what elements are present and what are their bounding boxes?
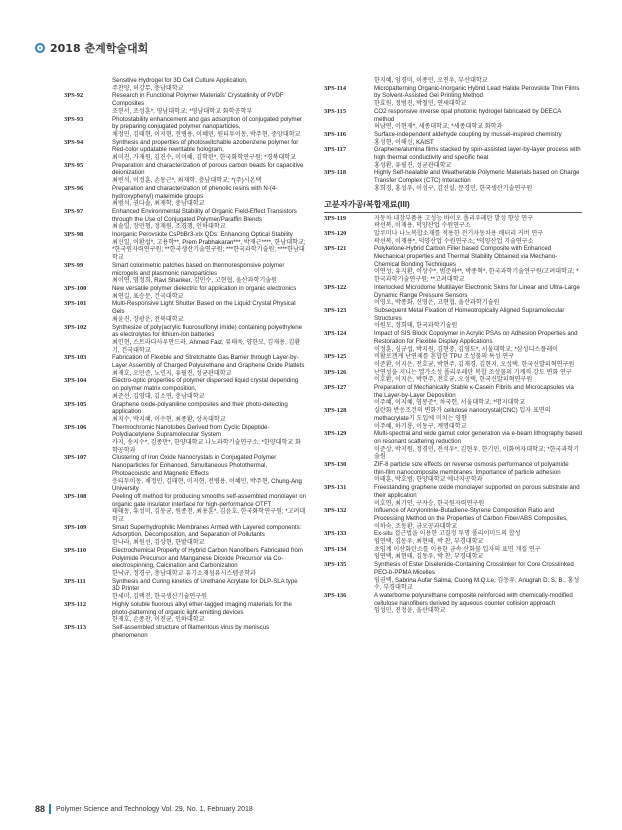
abstract-number: 3PS-120 [324, 229, 347, 237]
abstract-number: 3PS-129 [324, 430, 347, 438]
abstract-body [374, 330, 582, 353]
abstract-entry [324, 307, 582, 330]
abstract-entry [64, 208, 306, 231]
abstract-authors: 조현서, 조성훈*, 영남대학교; *영남대학교 화학공학부 [112, 107, 253, 115]
abstract-authors: 이호환, 이지은, 박현주, 전호균, 오성택, 한국신발피혁연구원 [374, 376, 533, 384]
abstract-number: 3PS-101 [64, 300, 87, 308]
abstract-authors: 한세미, 김택진, 한국생산기술연구원 [112, 593, 208, 601]
footer-divider [49, 804, 51, 814]
abstract-number: 3PS-127 [324, 384, 347, 392]
abstract-entry [64, 601, 306, 624]
abstract-body [112, 77, 306, 92]
abstract-title: Graphene/alumina films stacked by spin-assisted layer-by-layer process with high thermal conductivity and specific heat [374, 146, 581, 162]
abstract-title: Preparation and characterization of porous carbon beads for capacitive deionization [112, 161, 304, 177]
abstract-body [374, 592, 582, 615]
abstract-body [374, 307, 582, 330]
abstract-title: Preparation and characterization of phenolic resins with N-(4-hydroxyphenyl) maleimide groups [112, 184, 278, 200]
abstract-title: Smart Superhydrophilic Membranes Armed with Layered components: Adsorption, Decomposition, and Separation of Pollutants [112, 523, 302, 539]
abstract-entry [324, 215, 582, 230]
abstract-body [112, 424, 306, 455]
abstract-authors: 카지, 송지수*, 김종만*, 한양대학교 나노과학기술연구소; *한양대학교 화학공학과 [112, 439, 301, 454]
abstract-number: 3PS-108 [64, 492, 87, 500]
abstract-number: 3PS-94 [64, 138, 84, 146]
abstract-number: 3PS-111 [64, 577, 86, 585]
abstract-body [112, 624, 306, 639]
abstract-authors: 최준선, 김영대, 김소연, 충남대학교 [112, 392, 205, 400]
abstract-authors: 최미진, 가재원, 김진수, 이미혜, 김학린*, 한국화학연구원; *경북대학교 [112, 154, 296, 162]
abstract-body [112, 92, 306, 115]
abstract-authors: 최범석, 권다솔, 최재학, 충남대학교 [112, 200, 205, 208]
abstract-entry [64, 354, 306, 377]
right-column-top-list [324, 77, 582, 193]
abstract-authors: 최연길, 표승문, 건국대학교 [112, 292, 184, 300]
abstract-body [374, 507, 582, 530]
abstract-body [374, 215, 582, 230]
abstract-number: 3PS-124 [324, 330, 347, 338]
right-column-bottom-list [324, 215, 582, 616]
abstract-body [374, 561, 582, 592]
conference-logo-icon [35, 43, 45, 53]
abstract-authors: 이하숙, 조동환, 금오공과대학교 [374, 522, 458, 530]
abstract-entry [64, 401, 306, 424]
abstract-authors: 최솔일, 장민형, 정재원, 조경행, 인하대학교 [112, 223, 226, 231]
abstract-body [374, 85, 582, 108]
abstract-authors: 최지수, 박지혜, 이수현, 최종환, 상옥대학교 [112, 415, 226, 423]
left-column [64, 77, 306, 639]
abstract-entry [64, 185, 306, 208]
abstract-title: Ex-situ 접근법을 이용한 고결정 투명 폴리이미드의 합성 [374, 530, 521, 538]
abstract-body [374, 484, 582, 507]
abstract-title: Synthesize of poly(acrylic fluorosulfonyl imide) containing polyethylene as electrolytes for lithium-ion batteries [112, 323, 303, 339]
abstract-body [112, 300, 306, 323]
abstract-title: Synthesis and Curing kinetics of Urethane Acrylate for DLP-SLA type 3D Printer [112, 577, 298, 593]
abstract-authors: 임권택, Sabrina Aufar Salma, Cuong M.Q.Le, 김동우, Anugrah D. S, B., 홍성수, 부경대학교 [374, 576, 580, 592]
abstract-authors: 최신일, 이환섭*, 고용학**, Prem Prabhakaran***, 박재근****, 한남대학교; *한국원자력연구원; **한국생산기술연구원; ***한국과학기술원; ****한남대학교 [112, 238, 306, 262]
abstract-authors: 이준상, 박지원, 정경민, 전석우*, 김현우, 한기민, 이화여자대학교; *한국과학기술원 [374, 445, 580, 461]
abstract-title: Self-assembled structure of filamentous virus by meniscus phenomenon [112, 623, 270, 639]
abstract-title: Research in Functional Polymer Materials' Crystallinity of PVDF Composites [112, 92, 284, 108]
abstract-number: 3PS-116 [324, 130, 347, 138]
abstract-authors: 이주혜, 이지혜, 염봉준*, 차국헌, 서울대학교; *명지대학교 [374, 399, 526, 407]
abstract-title: Highly soluble fluorous alkyl ether-tagged imaging materials for the photo-patterning of organic light-emitting devices [112, 600, 292, 616]
abstract-number: 3PS-121 [324, 245, 347, 253]
abstract-number: 3PS-113 [64, 623, 87, 631]
abstract-body [374, 108, 582, 131]
abstract-body [112, 324, 306, 355]
abstract-number: 3PS-132 [324, 507, 347, 515]
abstract-entry [64, 92, 306, 115]
abstract-authors: 곽선복, 이재용, 덕양산업 수원연구소 [374, 222, 471, 230]
abstract-entry [324, 108, 582, 131]
abstract-title: Electro-optic properties of polymer dispersed liquid crystal depending on polymer matrix composition, [112, 377, 299, 393]
abstract-entry [64, 116, 306, 139]
abstract-body [374, 284, 582, 307]
abstract-body [374, 131, 582, 146]
abstract-number: 3PS-92 [64, 92, 84, 100]
abstract-entry [324, 592, 582, 615]
page-footer [35, 804, 253, 814]
abstract-body [112, 377, 306, 400]
abstract-title: 초임계 이산화탄소를 이용한 금속 산화물 입자의 표면 개질 연구 [374, 545, 541, 553]
abstract-entry [64, 377, 306, 400]
page-number: 88 [35, 804, 46, 814]
abstract-authors: 최이연, 염정희, Ravi Shanker, 김민수, 고현협, 울산과학기술원 [112, 277, 278, 285]
abstract-title: Multi-Responsive Light Shutter Based on the Liquid Crystal Physical Gels [112, 300, 296, 316]
abstract-authors: 홍성현, 이해신, KAIST [374, 138, 434, 146]
abstract-title: Thermochromic Nanotubes Derived from Cyclic Dipeptide-Polydiacetylene Supramolecular System [112, 423, 270, 439]
abstract-authors: 한나라, 최원선, 김상현, 한밭대학교 [112, 539, 205, 547]
abstract-entry [324, 330, 582, 353]
abstract-entry [64, 454, 306, 493]
abstract-entry [64, 285, 306, 300]
abstract-entry [64, 524, 306, 547]
abstract-number: 3PS-134 [324, 545, 347, 553]
abstract-authors: 허남연, 이현재*, 세종대학교; *세종대학교 화학과 [374, 123, 503, 131]
page-header [35, 40, 148, 56]
abstract-title: Peeling off method for producing smooths self-assembled monolayer on organic gate insulator interface for high-performance OTFT [112, 492, 306, 508]
abstract-body [112, 547, 306, 578]
abstract-entry [324, 384, 582, 407]
abstract-body [112, 162, 306, 185]
abstract-authors: 홍희경, 홍성우, 이성구, 김진실, 문경민, 한국생산기술연구원 [374, 184, 533, 192]
abstract-number [64, 77, 112, 92]
abstract-title: 실란화 반응조건의 변화가 cellulose nanocrystal(CNC) 입자 표면의 methacrylate기 도입에 미치는 영향 [374, 407, 551, 422]
abstract-title: Inorganic Perovskite CsPbBr3-xIx QDs: Enhancing Optical Stability [112, 231, 293, 239]
abstract-title: Surface-independent aldehyde coupling by mussel-inspired chemistry [374, 130, 562, 138]
abstract-body [374, 169, 582, 192]
abstract-entry [324, 353, 582, 368]
abstract-number: 3PS-123 [324, 306, 347, 314]
abstract-title: Interlocked Microdome Multilayer Electronic Skins for Linear and Ultra-Large Dynamic Range Pressure Sensors [374, 283, 580, 299]
abstract-entry [324, 85, 582, 108]
abstract-title: Smart colorimetric patches based on thermoresponsive polymer microgels and plasmonic nanoparticles [112, 261, 285, 277]
abstract-entry [324, 407, 582, 430]
abstract-title: Freestanding graphene oxide monolayer supported on porous substrate and their application [374, 484, 580, 499]
abstract-entry [64, 424, 306, 455]
abstract-number: 3PS-130 [324, 461, 347, 469]
abstract-title: Photostability enhancement and gas adsorption of conjugated polymer by preparing conjugated polymer nanoparticles, [112, 115, 303, 131]
abstract-entry [324, 461, 582, 484]
abstract-body [374, 230, 582, 245]
abstract-authors: 이영오, 박종화, 신영은, 고현협, 울산과학기술원 [374, 299, 500, 307]
abstract-authors: 최인현, 스트라다사우만드라, Ahmed Faiz, 류태욱, 양한모, 김재용, 김환기, 건국대학교 [112, 338, 301, 354]
journal-info: Polymer Science and Technology Vol. 29, No. 1, February 2018 [56, 805, 253, 813]
abstract-body [374, 546, 582, 561]
abstract-title: ZIF-8 particle size effects on reverse osmosis performance of polyamide thin-film nanocomposite membranes: Importance of particle adhesion [374, 461, 569, 476]
abstract-title: Influence of Acrylonitrile-Butadiene-Styrene Composition Ratio and Processing Method on the Properties of Carbon Fiber/ABS Composites, [374, 507, 568, 522]
abstract-title: Polyketone-Hybrid Carbon Filler based Composite with Enhanced Mechanical properties and Thermal Stability Obtained via Mechano-Chemical Bonding Techniques [374, 245, 558, 268]
abstract-number: 3PS-98 [64, 231, 84, 239]
abstract-number: 3PS-110 [64, 546, 87, 554]
abstract-title: Multi-spectral and wide gamut color generation via e-beam lithography based on resonant scattering reduction [374, 430, 582, 445]
abstract-authors: 곽선복, 이재용*, 덕양산업 수원연구소; *덕양산업 기술연구소 [374, 237, 534, 245]
abstract-entry [324, 484, 582, 507]
abstract-entry [64, 262, 306, 285]
abstract-number: 3PS-114 [324, 84, 347, 92]
abstract-title: Electrochemical Property of Hybrid Carbon Nanofibers Fabricated from Polyimide Precursor and Manganese Dioxide Precursor via Co-electrospinning, Calcination and Carbonization [112, 546, 304, 570]
abstract-number [324, 77, 374, 85]
abstract-authors: 임연택, 김동우, 최현태, 박 찬, 부경대학교 [374, 538, 484, 546]
abstract-entry [64, 162, 306, 185]
abstract-authors: 한재호, 손종찬, 이진균, 인하대학교 [112, 616, 205, 624]
abstract-number: 3PS-125 [324, 353, 347, 361]
abstract-body [112, 262, 306, 285]
right-column [324, 77, 582, 615]
abstract-number: 3PS-97 [64, 207, 84, 215]
abstract-number: 3PS-102 [64, 323, 87, 331]
abstract-title: Clustering of Iron Oxide Nanocrystals in Conjugated Polymer Nanoparticles for Enhanced, Simultaneous Photothermal, Photoacoustic and Magnetic Effects [112, 454, 277, 477]
abstract-entry [324, 230, 582, 245]
abstract-authors: 홍성환, 유필진, 성균관대학교 [374, 161, 452, 169]
abstract-authors: 이원모, 정희태, 한국과학기술원 [374, 322, 458, 330]
abstract-body [374, 353, 582, 368]
abstract-title: Graphene oxide-polyaniline composites and their photo-detecting application [112, 400, 288, 416]
abstract-authors: 최빈석, 이정훈, 손동근*, 최재학, 충남대학교; *(주)시온택 [112, 177, 262, 185]
abstract-body [374, 384, 582, 407]
abstract-title: New versatile polymer dielectric for application in organic electronics [112, 284, 297, 292]
abstract-entry [324, 245, 582, 284]
abstract-number: 3PS-107 [64, 454, 87, 462]
abstract-number: 3PS-117 [324, 146, 347, 154]
abstract-body [112, 354, 306, 377]
abstract-body [112, 185, 306, 208]
abstract-number: 3PS-131 [324, 484, 347, 492]
abstract-authors: 이준환, 이지은, 전호균, 박현주, 김재경, 김현지, 오성택, 한국신발피혁연구원 [374, 360, 575, 368]
abstract-number: 3PS-115 [324, 107, 347, 115]
abstract-entry [324, 77, 582, 85]
abstract-authors: 최재호, 오민준, 노민지, 유필진, 성균관대학교 [112, 369, 232, 377]
abstract-entry [324, 430, 582, 461]
abstract-number: 3PS-100 [64, 284, 87, 292]
abstract-entry [64, 493, 306, 524]
section-heading: 고분자가공/복합재료(III) [324, 193, 582, 213]
abstract-entry [324, 369, 582, 384]
abstract-body [374, 77, 582, 85]
abstract-entry [324, 284, 582, 307]
abstract-entry [64, 231, 306, 262]
abstract-title: Micropatterning Organic-Inorganic Hybrid Lead Halide Perovskite Thin Films by Solvent-Assisted Gel Printing Method [374, 84, 580, 100]
abstract-number: 3PS-136 [324, 592, 347, 599]
abstract-body [112, 116, 306, 139]
abstract-title: CO2 responsive inverse opal photonic hydrogel fabricated by DEECA method [374, 107, 561, 123]
abstract-number: 3PS-105 [64, 400, 87, 408]
abstract-number: 3PS-122 [324, 283, 347, 291]
abstract-body [374, 245, 582, 284]
abstract-entry [64, 547, 306, 578]
abstract-entry [324, 561, 582, 592]
abstract-authors: 한효원, 정범진, 박철민, 연세대학교 [374, 100, 467, 108]
abstract-authors: 한낙규, 정경구, 충남대학교 유기소재섬유시스템공학과 [112, 570, 256, 577]
abstract-number: 3PS-93 [64, 115, 84, 123]
abstract-body [112, 285, 306, 300]
abstract-entry [64, 324, 306, 355]
abstract-number: 3PS-96 [64, 184, 84, 192]
abstract-entry [324, 169, 582, 192]
abstract-authors: 한지혜, 임경미, 이종민, 오진우, 부산대학교 [374, 77, 488, 84]
abstract-title: Synthesis of Ester Diselenide-Containing Crosslinker for Core Crosslinked PEO-b-PPMA Micelles [374, 561, 574, 576]
conference-title: 2018 춘계학술대회 [50, 42, 149, 55]
abstract-title: A waterborne polyurethane composite reinforced with chemically-modified cellulose nanofibers derived by aqueous counter collision approach [374, 592, 573, 607]
abstract-title: Sensitive Hydrogel for 3D Cell Culture Application, [112, 77, 248, 84]
abstract-number: 3PS-126 [324, 368, 347, 376]
abstract-title: Impact of SIS Block Copolymer in Acrylic PSAs on Adhesion Properties and Restoration for Flexible Display Applications [374, 330, 578, 345]
abstract-authors: 채정민, 김태현, 이지현, 전병용, 이혜민, 원티투이동, 박주현, 중앙대학교 [112, 130, 301, 138]
abstract-authors: 응티투이동, 채정민, 김태현, 이지현, 전병용, 이혜민, 박주현, Chung-Ang University [112, 477, 302, 493]
abstract-number: 3PS-95 [64, 161, 84, 169]
abstract-authors: 임연택, 최현태, 김동우, 박 찬, 부경대학교 [374, 553, 484, 561]
abstract-number: 3PS-103 [64, 354, 87, 362]
abstract-number: 3PS-99 [64, 261, 84, 269]
abstract-body [112, 401, 306, 424]
abstract-body [374, 530, 582, 545]
abstract-number: 3PS-135 [324, 561, 347, 569]
abstract-body [374, 369, 582, 384]
abstract-number: 3PS-128 [324, 407, 347, 415]
abstract-body [112, 524, 306, 547]
abstract-entry [324, 546, 582, 561]
abstract-title: Highly Self-healable and Weatherable Polymeric Materials based on Charge Transfer Complex (CTC) Interaction [374, 169, 580, 185]
abstract-title: 난연성을 지니는 열가소성 폴리우레탄 복합 조성물의 기계적 강도 변화 연구 [374, 368, 572, 376]
abstract-body [374, 407, 582, 430]
abstract-number: 3PS-118 [324, 169, 347, 177]
abstract-body [112, 231, 306, 262]
abstract-title: Enhanced Environmental Stability of Organic Field-Effect Transistors through the Use of Conjugated Polymer/Paraffin Blends [112, 207, 297, 223]
abstract-body [112, 601, 306, 624]
abstract-entry [64, 300, 306, 323]
abstract-number: 3PS-104 [64, 377, 87, 385]
abstract-body [112, 139, 306, 162]
abstract-title: Subsequent Metal Fixation of Homeotropically Aligned Supramolecular Structures [374, 306, 565, 322]
abstract-title: 자동차 내장부품용 고성능 바이오 폴리우레탄 발성 향상 연구 [374, 214, 534, 222]
abstract-entry [64, 139, 306, 162]
abstract-body [374, 146, 582, 169]
abstract-entry [324, 146, 582, 169]
abstract-entry [324, 131, 582, 146]
abstract-authors: 최윤진, 장광운, 전북대학교 [112, 315, 184, 323]
abstract-body [374, 461, 582, 484]
abstract-body [112, 493, 306, 524]
abstract-title: Preparation of Mechanically Stable κ-Casein Fibrils and Microcapsules via the Layer-by-Layer Deposition [374, 384, 574, 399]
abstract-authors: 이태훈, 박호범, 한양대학교 에너지공학과 [374, 476, 483, 484]
abstract-title: 알루미나 나노복합소재를 적용한 전기자동차용 배터리 커버 연구 [374, 229, 544, 237]
abstract-title: Synthesis and properties of photoswitchable azobenzene polymer for Red-color updatable rewritable hologram, [112, 138, 299, 154]
abstract-entry [324, 530, 582, 545]
abstract-authors: 이주혜, 하기룡, 이동구, 계명대학교 [374, 422, 467, 430]
abstract-number: 3PS-112 [64, 600, 87, 608]
abstract-entry [64, 578, 306, 601]
abstract-entry [64, 624, 306, 639]
abstract-authors: 태태동, 유성미, 김동균, 원종천, 최용훈*, 김윤호, 한국화학연구원; *고려대학교 [112, 508, 306, 524]
abstract-body [112, 578, 306, 601]
abstract-number: 3PS-106 [64, 423, 87, 431]
abstract-authors: 주찬양, 허강무, 충남대학교 [112, 84, 184, 92]
abstract-entry [324, 507, 582, 530]
abstract-number: 3PS-119 [324, 214, 347, 222]
abstract-authors: 이정훈, 심규섭, 박지원, 김현중, 김영도*, 서울대학교; *삼성디스플레이 [374, 345, 558, 353]
abstract-entry [64, 77, 306, 92]
abstract-number: 3PS-133 [324, 530, 347, 538]
abstract-title: 비활로겐계 난연제를 혼합한 TPU 조성물의 특성 연구 [374, 353, 515, 361]
abstract-title: Fabrication of Flexible and Stretchable Gas Barrier through Layer-by-Layer Assembly of Charged Polyurethane and Graphene Oxide Platlets [112, 354, 305, 370]
abstract-body [112, 454, 306, 493]
abstract-authors: 이연성, 유지환, 이상수*, 범준하**, 박종혁*, 한국과학기술연구원/고려대학교; *한국과학기술연구원; **고려대학교 [374, 268, 579, 284]
abstract-number: 3PS-109 [64, 523, 87, 531]
abstract-body [374, 430, 582, 461]
abstract-authors: 임성민, 진정윤, 울산대학교 [374, 607, 446, 615]
abstract-body [112, 208, 306, 231]
abstract-authors: 이호연, 최기인, 구자승, 한국원자력연구원 [374, 499, 485, 507]
